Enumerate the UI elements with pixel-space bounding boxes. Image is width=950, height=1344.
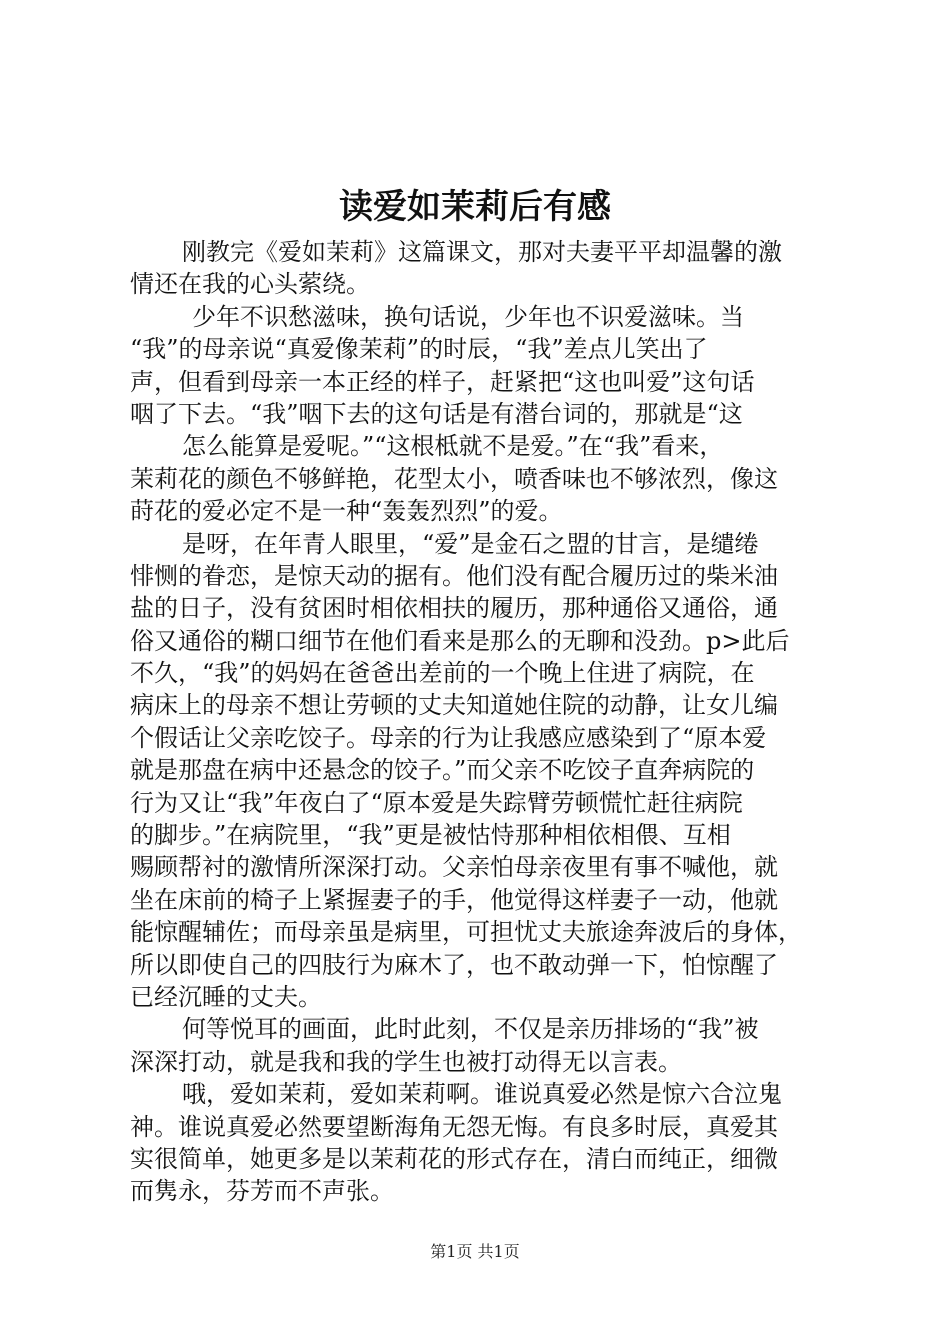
text-line: 的脚步。”在病院里，“我”更是被怙恃那种相依相偎、互相	[130, 821, 731, 850]
text-line: 所以即使自己的四肢行为麻木了，也不敢动弹一下，怕惊醒了	[130, 950, 778, 979]
text-line: 深深打动，就是我和我的学生也被打动得无以言表。	[130, 1047, 682, 1076]
text-line: 声，但看到母亲一本正经的样子，赶紧把“这也叫爱”这句话	[130, 367, 755, 396]
text-line: 悱恻的眷恋，是惊天动的据有。他们没有配合履历过的柴米油	[130, 561, 778, 590]
document-title: 读爱如茉莉后有感	[339, 187, 611, 227]
text-line: 个假话让父亲吃饺子。母亲的行为让我感应感染到了“原本爱	[130, 723, 767, 752]
text-line: 俗又通俗的糊口细节在他们看来是那么的无聊和没劲。p>此后	[130, 626, 790, 655]
text-line: 赐顾帮衬的激情所深深打动。父亲怕母亲夜里有事不喊他，就	[130, 853, 778, 882]
text-line: 何等悦耳的画面，此时此刻，不仅是亲历排场的“我”被	[182, 1015, 759, 1044]
text-line: 不久，“我”的妈妈在爸爸出差前的一个晚上住进了病院，在	[130, 659, 755, 688]
text-line: 茉莉花的颜色不够鲜艳，花型太小，喷香味也不够浓烈，像这	[130, 464, 778, 493]
text-line: 少年不识愁滋味，换句话说，少年也不识爱滋味。当	[192, 302, 744, 331]
text-line: 咽了下去。“我”咽下去的这句话是有潜台词的，那就是“这	[130, 399, 743, 428]
text-line: 怎么能算是爱呢。”“这根柢就不是爱。”在“我”看来，	[182, 432, 724, 461]
text-line: 情还在我的心头萦绕。	[130, 270, 370, 299]
text-line: 就是那盘在病中还悬念的饺子。”而父亲不吃饺子直奔病院的	[130, 756, 755, 785]
text-line: 能惊醒辅佐；而母亲虽是病里，可担忧丈夫旅途奔波后的身体，	[130, 918, 802, 947]
text-line: 神。谁说真爱必然要望断海角无怨无悔。有良多时辰，真爱其	[130, 1112, 778, 1141]
text-line: 盐的日子，没有贫困时相依相扶的履历，那种通俗又通俗，通	[130, 594, 778, 623]
document-body	[130, 236, 820, 1208]
text-line: 而隽永，芬芳而不声张。	[130, 1177, 394, 1206]
text-line: 哦，爱如茉莉，爱如茉莉啊。谁说真爱必然是惊六合泣鬼	[182, 1080, 782, 1109]
text-line: 刚教完《爱如茉莉》这篇课文，那对夫妻平平却温馨的激	[182, 238, 782, 266]
page-footer: 第1页 共1页	[430, 1242, 520, 1261]
text-line: 已经沉睡的丈夫。	[130, 982, 322, 1011]
text-line: 实很简单，她更多是以茉莉花的形式存在，清白而纯正，细微	[130, 1144, 778, 1173]
text-line: 行为又让“我”年夜白了“原本爱是失踪臂劳顿慌忙赶往病院	[130, 788, 743, 817]
text-line: 病床上的母亲不想让劳顿的丈夫知道她住院的动静，让女儿编	[130, 691, 778, 720]
text-line: 坐在床前的椅子上紧握妻子的手，他觉得这样妻子一动，他就	[130, 885, 778, 914]
text-line: “我”的母亲说“真爱像茉莉”的时辰，“我”差点儿笑出了	[130, 335, 708, 364]
text-line: 是呀，在年青人眼里，“爱”是金石之盟的甘言，是缱绻	[182, 529, 759, 558]
text-line: 莳花的爱必定不是一种“轰轰烈烈”的爱。	[130, 497, 563, 526]
